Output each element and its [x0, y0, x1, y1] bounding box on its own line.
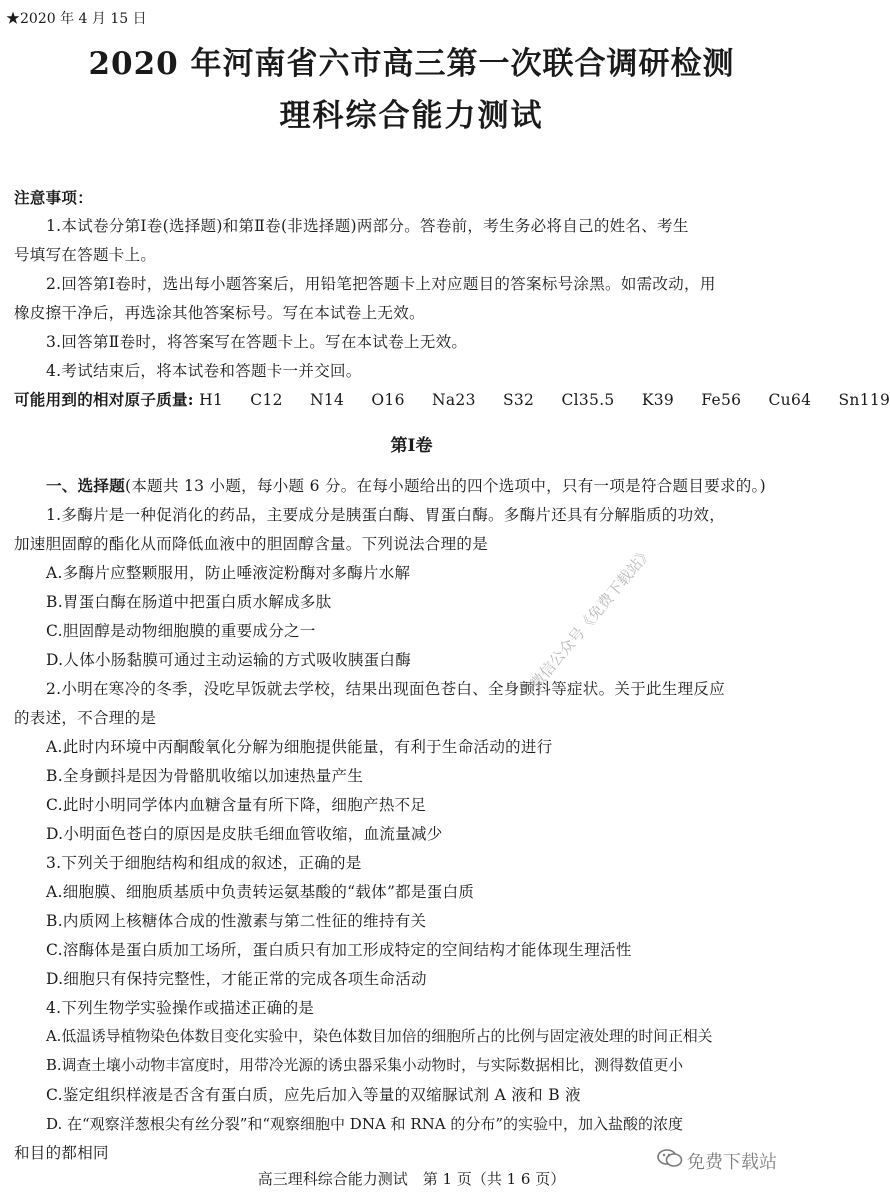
instructions-heading: 一、选择题	[46, 476, 126, 495]
notice-item-1: 1.本试卷分第Ⅰ卷(选择题)和第Ⅱ卷(非选择题)两部分。答卷前，考生务必将自己的姓名、考生	[46, 217, 689, 235]
instructions-text: (本题共 13 小题，每小题 6 分。在每小题给出的四个选项中，只有一项是符合题目要求的。)	[125, 477, 766, 495]
question-1-stem-cont: 加速胆固醇的酯化从而降低血液中的胆固醇含量。下列说法合理的是	[14, 535, 489, 553]
question-4-option-a: A.低温诱导植物染色体数目变化实验中，染色体数目加倍的细胞所占的比例与固定液处理的时间正相关	[46, 1028, 713, 1045]
diagonal-watermark: 微信公众号《免费下载站》	[526, 543, 657, 693]
notice-item-1-cont: 号填写在答题卡上。	[14, 246, 157, 264]
question-2-stem-cont: 的表述，不合理的是	[14, 709, 157, 727]
atomic-mass-item: Na23	[432, 391, 476, 409]
atomic-mass-item: Cl35.5	[561, 391, 615, 409]
atomic-mass-item: Fe56	[701, 391, 742, 409]
page-footer: 高三理科综合能力测试 第 1 页（共 1 6 页）	[257, 1170, 566, 1188]
notice-item-2: 2.回答第Ⅰ卷时，选出每小题答案后，用铅笔把答题卡上对应题目的答案标号涂黑。如需改动，用	[46, 275, 716, 293]
atomic-mass-item: O16	[371, 391, 405, 409]
atomic-mass-item: H1	[199, 391, 224, 409]
atomic-mass-item: C12	[250, 391, 283, 409]
exam-title: 2020 年河南省六市高三第一次联合调研检测	[88, 46, 735, 82]
question-1-stem: 1.多酶片是一种促消化的药品，主要成分是胰蛋白酶、胃蛋白酶。多酶片还具有分解脂质的功效，	[46, 506, 725, 524]
notice-item-2-cont: 橡皮擦干净后，再选涂其他答案标号。写在本试卷上无效。	[14, 304, 425, 322]
question-4-option-b: B.调查土壤小动物丰富度时，用带冷光源的诱虫器采集小动物时，与实际数据相比，测得数值更小	[46, 1057, 684, 1074]
question-1-option-a: A.多酶片应整颗服用，防止唾液淀粉酶对多酶片水解	[46, 564, 411, 582]
exam-subtitle: 理科综合能力测试	[279, 98, 544, 134]
instructions	[46, 476, 766, 496]
question-3-stem: 3.下列关于细胞结构和组成的叙述，正确的是	[46, 854, 362, 872]
question-1-option-c: C.胆固醇是动物细胞膜的重要成分之一	[46, 622, 316, 640]
question-3-option-b: B.内质网上核糖体合成的性激素与第二性征的维持有关	[46, 912, 427, 930]
question-3-option-d: D.细胞只有保持完整性，才能正常的完成各项生命活动	[46, 970, 427, 988]
notice-item-4: 4.考试结束后，将本试卷和答题卡一并交回。	[46, 362, 362, 380]
question-4-option-c: C.鉴定组织样液是否含有蛋白质，应先后加入等量的双缩脲试剂 A 液和 B 液	[46, 1086, 581, 1104]
atomic-mass-line	[14, 390, 890, 410]
atomic-mass-item: Sn119	[838, 391, 890, 409]
question-1-option-d: D.人体小肠黏膜可通过主动运输的方式吸收胰蛋白酶	[46, 651, 412, 669]
question-2-option-c: C.此时小明同学体内血糖含量有所下降，细胞产热不足	[46, 796, 427, 814]
atomic-mass-item: N14	[310, 391, 345, 409]
exam-date: ★2020 年 4 月 15 日	[6, 11, 147, 27]
question-4-option-d-cont: 和目的都相同	[14, 1144, 109, 1162]
atomic-mass-item: K39	[641, 391, 675, 409]
question-3-option-a: A.细胞膜、细胞质基质中负责转运氨基酸的“载体”都是蛋白质	[46, 883, 475, 901]
notice-item-3: 3.回答第Ⅱ卷时，将答案写在答题卡上。写在本试卷上无效。	[46, 333, 468, 351]
question-3-option-c: C.溶酶体是蛋白质加工场所，蛋白质只有加工形成特定的空间结构才能体现生理活性	[46, 941, 632, 959]
watermark-logo-text: 免费下载站	[687, 1152, 777, 1173]
section-title: 第Ⅰ卷	[390, 436, 433, 456]
question-2-option-a: A.此时内环境中丙酮酸氧化分解为细胞提供能量，有利于生命活动的进行	[46, 738, 553, 756]
question-2-stem: 2.小明在寒冷的冬季，没吃早饭就去学校，结果出现面色苍白、全身颤抖等症状。关于此生理反应	[46, 680, 725, 698]
question-2-option-d: D.小明面色苍白的原因是皮肤毛细血管收缩，血流量减少	[46, 825, 443, 843]
question-2-option-b: B.全身颤抖是因为骨骼肌收缩以加速热量产生	[46, 767, 364, 785]
question-4-option-d: D. 在“观察洋葱根尖有丝分裂”和“观察细胞中 DNA 和 RNA 的分布”的实验中，加入盐酸的浓度	[46, 1115, 684, 1133]
atomic-mass-label: 可能用到的相对原子质量:	[14, 390, 194, 409]
question-1-option-b: B.胃蛋白酶在肠道中把蛋白质水解成多肽	[46, 593, 332, 611]
atomic-mass-list	[199, 391, 890, 409]
notice-heading: 注意事项：	[14, 188, 94, 207]
question-4-stem: 4.下列生物学实验操作或描述正确的是	[46, 999, 315, 1017]
atomic-mass-item: Cu64	[768, 391, 812, 409]
atomic-mass-item: S32	[502, 391, 535, 409]
